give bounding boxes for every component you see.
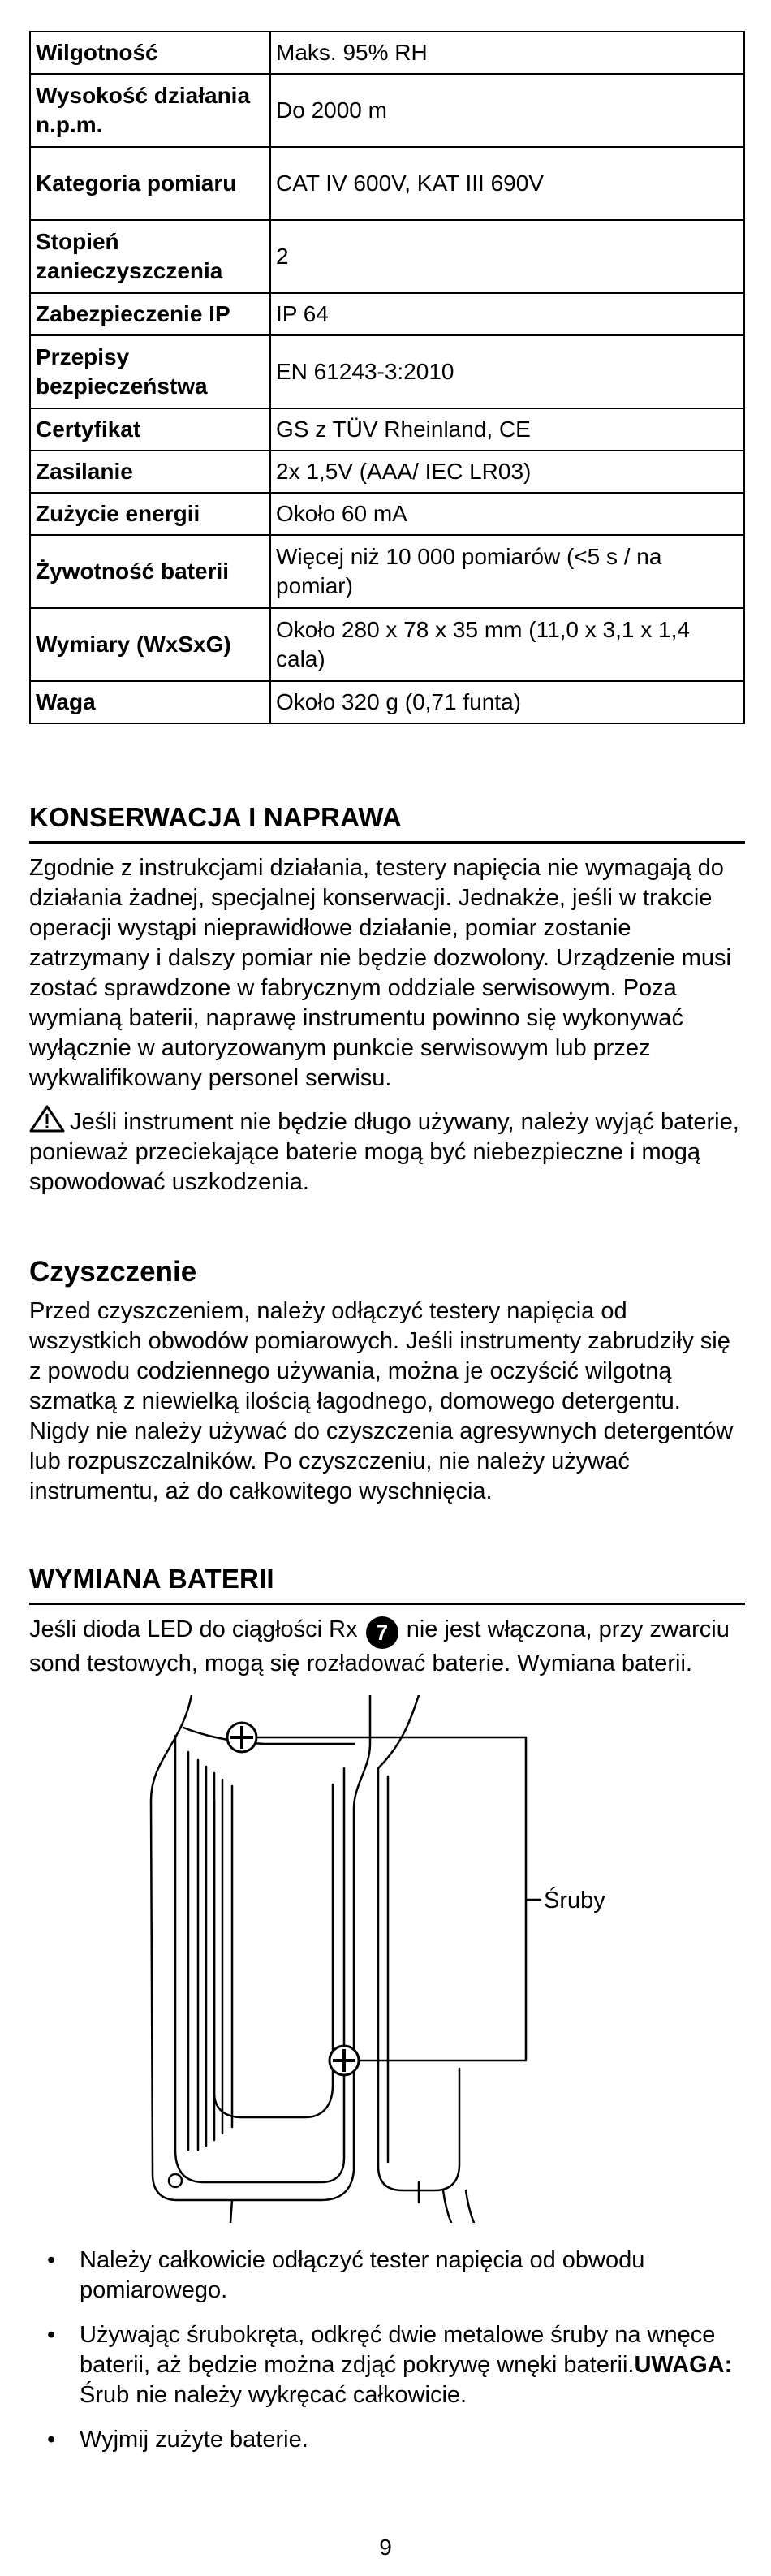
bullet: • [47,2322,56,2348]
spec-value: EN 61243-3:2010 [270,335,744,408]
bullet: • [47,2247,56,2273]
spec-label: Zużycie energii [30,493,270,535]
manual-page [29,31,745,2470]
table-row [30,408,744,451]
step-text: Używając śrubokręta, odkręć dwie metalowe śruby na wnęce baterii, aż będzie można zdjąć pokrywę wnęki baterii. [80,2322,716,2378]
callout-number-badge: 7 [366,1616,398,1649]
battery-steps-list [29,2246,745,2455]
table-row [30,681,744,723]
list-item [29,2246,745,2306]
warning-text: Jeśli instrument nie będzie długo używany, należy wyjąć baterie, ponieważ przeciekające baterie mogą być niebezpieczne i mogą spowodować uszkodzenia. [29,1109,739,1195]
spec-value: Około 60 mA [270,493,744,535]
step-text: Wyjmij zużyte baterie. [80,2427,308,2453]
cleaning-heading: Czyszczenie [29,1256,197,1288]
spec-label: Wymiary (WxSxG) [30,608,270,681]
spec-label: Kategoria pomiaru [30,147,270,220]
maintenance-heading: KONSERWACJA I NAPRAWA [29,802,402,832]
spec-label: Zasilanie [30,451,270,493]
list-item [29,2320,745,2410]
spec-label: Zabezpieczenie IP [30,293,270,335]
table-row [30,451,744,493]
page-number: 9 [379,2535,392,2560]
step-text: Należy całkowicie odłączyć tester napięcia od obwodu pomiarowego. [80,2247,645,2303]
heading-divider [29,841,745,844]
cleaning-paragraph: Przed czyszczeniem, należy odłączyć testery napięcia od wszystkich obwodów pomiarowych. Jeśli instrumenty zabrudziły się z powodu codziennego używania, można je oczyścić wilgotną szmatką z niewielką ilością łagodnego, domowego detergentu. Nigdy nie należy używać do czyszczenia agresywnych detergentów lub rozpuszczalników. Po czyszczeniu, nie należy używać instrumentu, aż do całkowitego wyschnięcia. [29,1298,734,1504]
spec-table [29,31,745,724]
table-row [30,147,744,220]
battery-compartment-illustration [29,1695,745,2223]
screws-label: Śruby [544,1888,605,1914]
spec-value: Około 320 g (0,71 funta) [270,681,744,723]
table-row [30,293,744,335]
spec-label: Wilgotność [30,32,270,74]
spec-label: Certyfikat [30,408,270,451]
battery-heading: WYMIANA BATERII [29,1564,274,1594]
warning-note [29,1105,745,1197]
spec-value: Więcej niż 10 000 pomiarów (<5 s / na pomiar) [270,535,744,608]
battery-intro-start: Jeśli dioda LED do ciągłości Rx [29,1616,358,1642]
table-row [30,535,744,608]
battery-intro-end: nie jest włączona, przy zwarciu sond testowych, mogą się rozładować baterie. Wymiana baterii. [29,1616,730,1676]
bullet: • [47,2427,56,2453]
screw-icon [330,2046,359,2075]
heading-divider [29,1603,745,1605]
warning-icon [29,1105,65,1133]
spec-label: Waga [30,681,270,723]
spec-value: IP 64 [270,293,744,335]
maintenance-paragraph: Zgodnie z instrukcjami działania, testery napięcia nie wymagają do działania żadnej, specjalnej konserwacji. Jednakże, jeśli w trakcie operacji wystąpi nieprawidłowe działanie, pomiar zostanie zatrzymany i dalszy pomiar nie będzie dozwolony. Urządzenie musi zostać sprawdzone w fabrycznym oddziale serwisowym. Poza wymianą baterii, naprawę instrumentu powinno się wykonywać wyłącznie w autoryzowanym punkcie serwisowym lub przez wykwalifikowany personel serwisu. [29,855,732,1091]
spec-value: Maks. 95% RH [270,32,744,74]
table-row [30,493,744,535]
spec-value: 2 [270,220,744,293]
table-row [30,608,744,681]
spec-value: Około 280 x 78 x 35 mm (11,0 x 3,1 x 1,4 cala) [270,608,744,681]
spec-label: Przepisy bezpieczeństwa [30,335,270,408]
spec-label: Żywotność baterii [30,535,270,608]
battery-intro [29,1615,745,1679]
list-item [29,2425,745,2455]
table-row [30,335,744,408]
spec-label: Stopień zanieczyszczenia [30,220,270,293]
table-row [30,32,744,74]
table-row [30,74,744,147]
spec-value: CAT IV 600V, KAT III 690V [270,147,744,220]
spec-value: Do 2000 m [270,74,744,147]
screw-icon [227,1723,256,1752]
step-text-tail: Śrub nie należy wykręcać całkowicie. [80,2382,467,2408]
spec-value: GS z TÜV Rheinland, CE [270,408,744,451]
spec-value: 2x 1,5V (AAA/ IEC LR03) [270,451,744,493]
spec-label: Wysokość działania n.p.m. [30,74,270,147]
table-row [30,220,744,293]
step-warning-label: UWAGA: [634,2352,733,2378]
